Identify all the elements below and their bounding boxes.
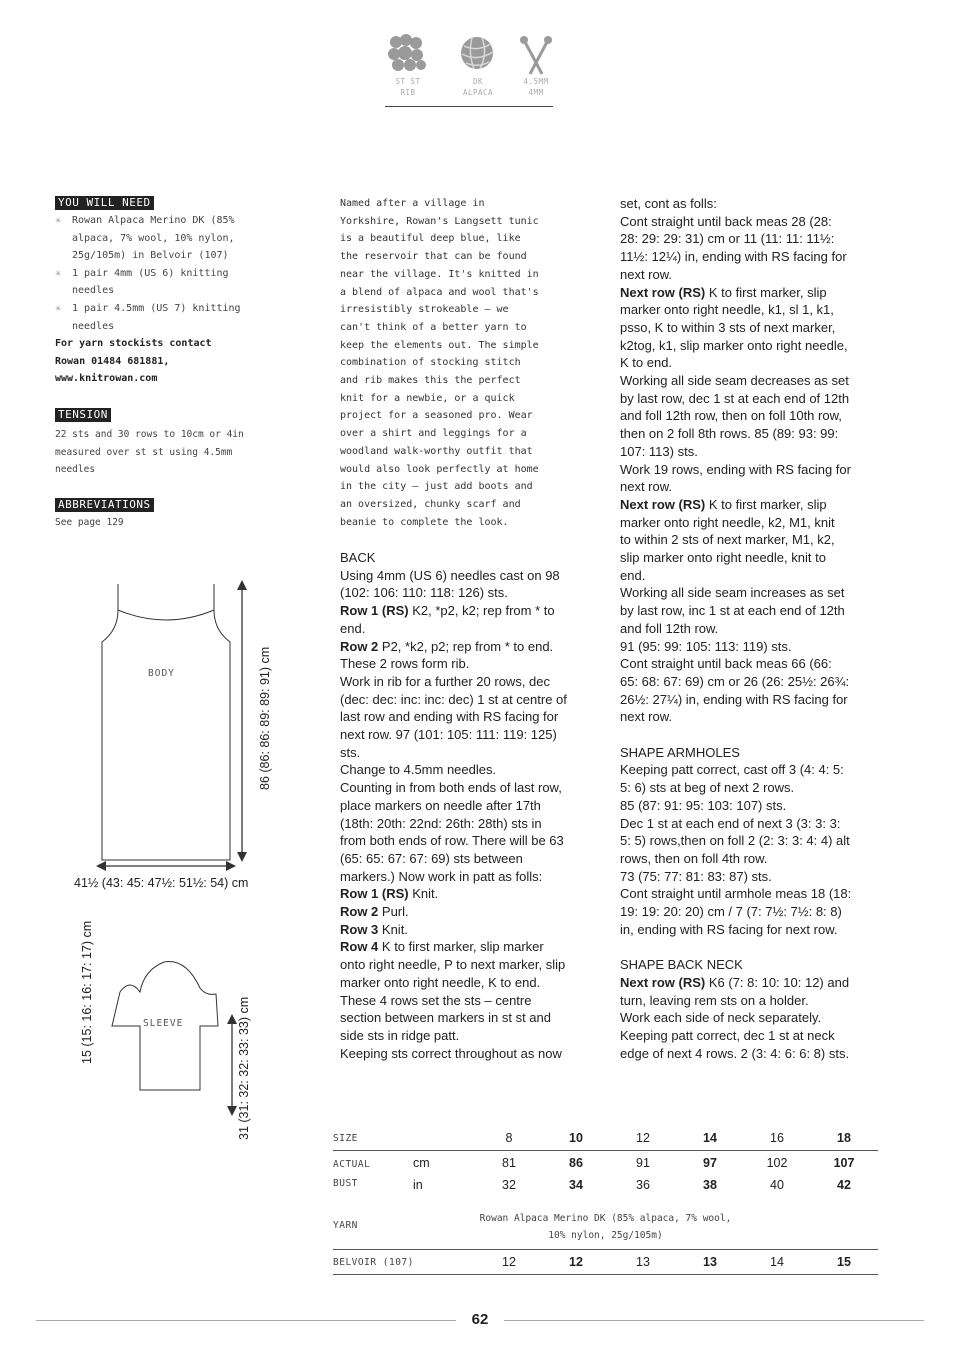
text-line: 85 (87: 91: 95: 103: 107) sts. [620,797,787,813]
text-line: Next row (RS) K to first marker, slip [620,284,827,300]
text-line: Cont straight until armhole meas 18 (18: [620,886,852,902]
text-line: Next row (RS) K to first marker, slip [620,496,827,512]
text-line: Work 19 rows, ending with RS facing for [620,461,851,477]
text-line: Keeping patt correct, cast off 3 (4: 4: 5: [620,762,844,778]
sleeve-label: SLEEVE [143,1018,184,1029]
stockists-url[interactable]: www.knitrowan.com [55,373,158,385]
text-line: set, cont as folls: [620,196,717,211]
stitch-label: ST ST RIB [395,77,421,97]
cm-cell: 91 [636,1156,650,1170]
text-line: 5: 5) rows,then on foll 2 (2: 3: 3: 4: 4) alt [620,833,850,849]
body-width: 41½ (43: 45: 47½: 51½: 54) cm [74,876,249,890]
text-line: and foll 12th row. [620,620,719,636]
cm-cell: 107 [833,1156,855,1170]
text-line: and foll 12th row, then on foll 10th row, [620,408,842,424]
yarn-description: Rowan Alpaca Merino DK (85% alpaca, 7% wool, 10% nylon, 25g/105m) [479,1213,732,1241]
text-line: can't think of a better yarn to [340,321,527,333]
text-line: woodland walk-worthy outfit that [340,445,533,457]
list-item: ✳ 1 pair 4mm (US 6) knitting needles [55,265,260,300]
text-line: Cont straight until back meas 28 (28: [620,213,832,229]
text-line: section between markers in st st and [340,1010,551,1026]
text-line: marker onto right needle, K to end. [340,974,541,990]
text-line: Cont straight until back meas 66 (66: [620,656,832,672]
shape-armholes-heading: SHAPE ARMHOLES [620,744,740,760]
materials-list [55,212,260,388]
text-line: next row. [620,479,673,495]
text-line: Keeping sts correct throughout as now [340,1045,562,1061]
text-line: 28: 29: 29: 31) cm or 11 (11: 11: 11½: [620,231,835,247]
size-cell: 10 [569,1131,583,1145]
text-line: Yorkshire, Rowan's Langsett tunic [340,215,539,227]
in-cell: 34 [569,1178,583,1192]
text-line: marker onto right needle, k1, sl 1, k1, [620,302,834,318]
text-line: psso, K to within 3 sts of next marker, [620,319,836,335]
belvoir-cell: 13 [636,1255,650,1269]
knitting-needles-icon [516,34,556,76]
footer-rule-left [36,1320,456,1321]
size-table [333,1128,878,1278]
in-cell: 32 [502,1178,516,1192]
body-label: BODY [148,668,175,679]
text-line: Row 2 Purl. [340,904,409,920]
text-line: sts. [340,744,361,760]
text-line: slip marker onto right needle, knit to [620,550,826,566]
back-section [340,549,600,1062]
right-column [620,195,880,1062]
shape-back-neck-heading: SHAPE BACK NECK [620,957,743,973]
text-line: place markers on needle after 17th [340,797,541,813]
text-line: last row and ending with RS facing for [340,709,559,725]
in-cell: 38 [703,1178,717,1192]
text-line: rows, then on foll 4th row. [620,851,768,866]
top-divider [385,106,553,107]
yarn-label: DK ALPACA [462,77,494,97]
text-line: Row 2 P2, *k2, p2; rep from * to end. [340,638,554,654]
text-line: Working all side seam increases as set [620,585,845,601]
belvoir-cell: 14 [770,1255,784,1269]
asterisk-icon: ✳ [55,302,62,314]
belvoir-cell: 12 [502,1255,516,1269]
text-line: by last row, dec 1 st at each end of 12th [620,390,850,406]
abbreviations-heading: ABBREVIATIONS [55,498,154,512]
text-line: Dec 1 st at each end of next 3 (3: 3: 3: [620,815,841,831]
unit-in: in [413,1178,423,1192]
text-line: 26½: 27¼) in, ending with RS facing for [620,691,848,707]
text-line: Next row (RS) K6 (7: 8: 10: 10: 12) and [620,974,850,990]
size-cell: 12 [636,1131,650,1145]
actual-label: ACTUAL [333,1159,371,1170]
text-line: beanie to complete the look. [340,516,509,528]
footer-rule-right [504,1320,924,1321]
text-line: These 2 rows form rib. [340,656,470,672]
text-line: by last row, inc 1 st at each end of 12th [620,603,845,619]
text-line: 19: 19: 20: 20) cm / 7 (7: 7½: 7½: 8: 8) [620,904,842,920]
text-line: marker onto right needle, k2, M1, knit [620,514,835,530]
bust-label: BUST [333,1178,358,1189]
text-line: Row 4 K to first marker, slip marker [340,939,544,955]
size-cell: 8 [505,1131,513,1145]
tension-text: 22 sts and 30 rows to 10cm or 4in measured over st st using 4.5mm needles [55,429,244,476]
you-will-need-heading: YOU WILL NEED [55,196,154,210]
text-line: then on 2 foll 8th rows. 85 (89: 93: 99: [620,426,839,442]
back-heading: BACK [340,550,376,565]
intro-text [340,195,595,531]
asterisk-icon: ✳ [55,267,62,279]
body-length: 86 (86: 86: 89: 89: 91) cm [258,646,272,790]
text-line: K to end. [620,355,673,371]
text-line: Working all side seam decreases as set [620,373,849,389]
text-line: markers.) Now work in patt as folls: [340,868,543,884]
text-line: next row. [620,709,673,725]
page-number: 62 [471,1311,489,1328]
text-line: and rib makes this the perfect [340,375,521,387]
text-line: turn, leaving rem sts on a holder. [620,992,809,1008]
size-label: SIZE [333,1133,358,1144]
text-line: Row 1 (RS) K2, *p2, k2; rep from * to [340,603,555,619]
text-line: Change to 4.5mm needles. [340,762,497,778]
list-item: ✳ Rowan Alpaca Merino DK (85% alpaca, 7% wool, 10% nylon, 25g/105m) in Belvoir (107) [55,212,260,265]
abbreviations-text: See page 129 [55,517,124,528]
belvoir-cell: 15 [837,1255,851,1269]
text-line: an oversized, chunky scarf and [340,498,521,510]
size-cell: 14 [703,1131,717,1145]
in-cell: 40 [770,1178,784,1192]
sleeve-diagram [100,958,250,1128]
text-line: Named after a village in [340,198,485,209]
text-line: would also look perfectly at home [340,463,539,475]
yarn-skeins-icon [388,34,428,76]
text-line: in the city – just add boots and [340,481,533,493]
text-line: from both ends of row. There will be 63 [340,833,564,849]
text-line: 73 (75: 77: 81: 83: 87) sts. [620,868,772,884]
in-cell: 42 [837,1178,851,1192]
sleeve-width: 15 (15: 16: 16: 17: 17) cm [80,920,94,1064]
tension-heading: TENSION [55,408,111,422]
text-line: These 4 rows set the sts – centre [340,992,532,1008]
text-line: k2tog, k1, slip marker onto right needle, [620,337,848,353]
belvoir-cell: 12 [569,1255,583,1269]
cm-cell: 81 [502,1156,516,1170]
yarn-ball-icon [458,34,498,76]
stockists-line: For yarn stockists contact [55,338,212,350]
yarn-label-cell: YARN [333,1220,358,1231]
text-line: Work each side of neck separately. [620,1010,822,1026]
text-line: Row 1 (RS) Knit. [340,886,439,902]
belvoir-label: BELVOIR (107) [333,1257,414,1268]
stockists-phone: Rowan 01484 681881, [55,355,170,367]
text-line: project for a seasoned pro. Wear [340,410,533,422]
text-line: 11½: 12¼) in, ending with RS facing for [620,249,847,265]
text-line: Using 4mm (US 6) needles cast on 98 [340,567,560,583]
cm-cell: 97 [703,1156,717,1170]
text-line: (102: 106: 110: 118: 126) sts. [340,585,508,601]
text-line: next row. [620,266,673,282]
needle-label: 4.5MM 4MM [523,77,549,97]
text-line: near the village. It's knitted in [340,268,539,280]
text-line: in, ending with RS facing for next row. [620,921,838,937]
size-cell: 18 [837,1131,851,1145]
text-line: combination of stocking stitch [340,357,521,369]
text-line: keep the elements out. The simple [340,339,539,351]
text-line: (65: 65: 67: 67: 69) sts between [340,850,523,866]
text-line: end. [620,567,646,583]
text-line: 107: 113) sts. [620,443,698,459]
text-line: to within 2 sts of next marker, M1, k2, [620,532,835,548]
cm-cell: 86 [569,1156,583,1170]
text-line: Counting in from both ends of last row, [340,780,562,796]
asterisk-icon: ✳ [55,215,62,226]
list-item: ✳ 1 pair 4.5mm (US 7) knitting needles [55,300,260,335]
text-line: Work in rib for a further 20 rows, dec [340,673,551,689]
text-line: end. [340,620,366,636]
table-divider [333,1274,878,1275]
text-line: knit for a newbie, or a quick [340,392,515,404]
size-cell: 16 [770,1131,784,1145]
text-line: side sts in ridge patt. [340,1027,460,1043]
text-line: edge of next 4 rows. 2 (3: 4: 6: 6: 8) sts. [620,1045,850,1061]
belvoir-cell: 13 [703,1255,717,1269]
text-line: next row. 97 (101: 105: 111: 119: 125) [340,727,557,743]
text-line: (18th: 20th: 22nd: 26th: 28th) sts in [340,815,542,831]
text-line: Row 3 Knit. [340,921,408,937]
text-line: 65: 68: 67: 69) cm or 26 (26: 25½: 26¾: [620,673,850,689]
sleeve-length: 31 (31: 32: 32: 33: 33) cm [237,996,251,1140]
text-line: (dec: dec: inc: inc: dec) 1 st at centre of [340,691,567,707]
text-line: onto right needle, P to next marker, slip [340,957,566,973]
table-divider [333,1150,878,1151]
text-line: the reservoir that can be found [340,251,527,263]
text-line: a blend of alpaca and wool that's [340,286,539,298]
table-divider [333,1249,878,1250]
text-line: over a shirt and leggings for a [340,428,527,440]
unit-cm: cm [413,1156,430,1170]
text-line: 91 (95: 99: 105: 113: 119) sts. [620,638,792,654]
cm-cell: 102 [766,1156,788,1170]
in-cell: 36 [636,1178,650,1192]
text-line: 5: 6) sts at beg of next 2 rows. [620,780,795,796]
body-diagram [90,570,270,890]
text-line: is a beautiful deep blue, like [340,233,521,245]
text-line: Keeping patt correct, dec 1 st at neck [620,1028,835,1044]
text-line: irresistibly strokeable – we [340,304,509,316]
